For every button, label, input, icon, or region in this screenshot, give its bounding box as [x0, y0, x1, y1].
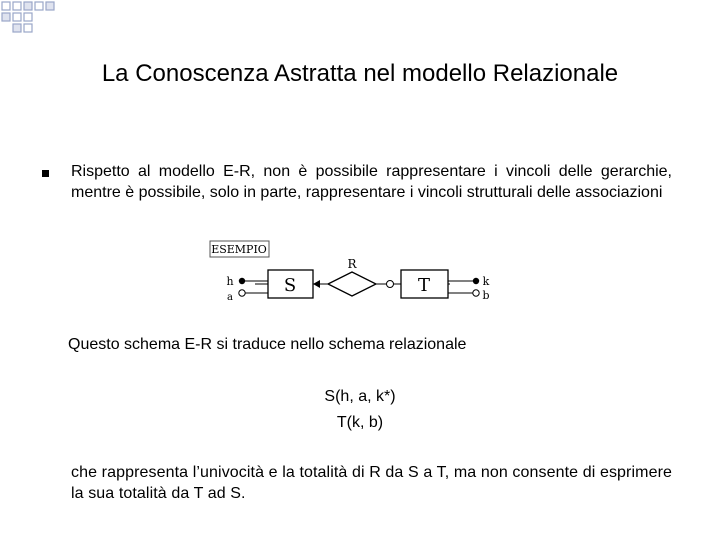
attr-a-dot: [239, 290, 245, 296]
participation-circle-t: [387, 281, 394, 288]
entity-s-label: S: [283, 275, 297, 296]
attr-k-label: k: [482, 275, 490, 288]
bullet-icon: [42, 170, 49, 177]
attr-b-label: b: [482, 289, 490, 302]
relationship-diamond: [328, 272, 376, 296]
attr-a-label: a: [227, 292, 233, 303]
attr-h-label: h: [226, 275, 234, 288]
bullet-paragraph: Rispetto al modello E-R, non è possibile rappresentare i vincoli delle gerarchie, mentre è possibile, solo in parte, rappresentare i vincoli strutturali delle associazioni: [71, 163, 672, 201]
translation-text: Questo schema E-R si traduce nello schema relazionale: [68, 336, 467, 353]
decorative-squares: [0, 0, 100, 36]
er-diagram: [208, 240, 498, 310]
example-label: ESEMPIO: [211, 243, 267, 256]
slide-title: La Conoscenza Astratta nel modello Relazionale: [101, 60, 619, 87]
conclusion-text: che rappresenta l’univocità e la totalità di R da S a T, ma non consente di esprimere la sua totalità da T ad S.: [71, 464, 672, 502]
attr-h-dot: [239, 278, 245, 284]
entity-t-label: T: [417, 275, 431, 296]
relation-schema-s: S(h, a, k*): [324, 388, 396, 405]
attr-k-dot: [473, 278, 479, 284]
relation-schema-t: T(k, b): [336, 414, 384, 431]
attr-b-dot: [473, 290, 479, 296]
participation-arrow-s: [313, 280, 320, 288]
relationship-label: R: [347, 257, 357, 271]
